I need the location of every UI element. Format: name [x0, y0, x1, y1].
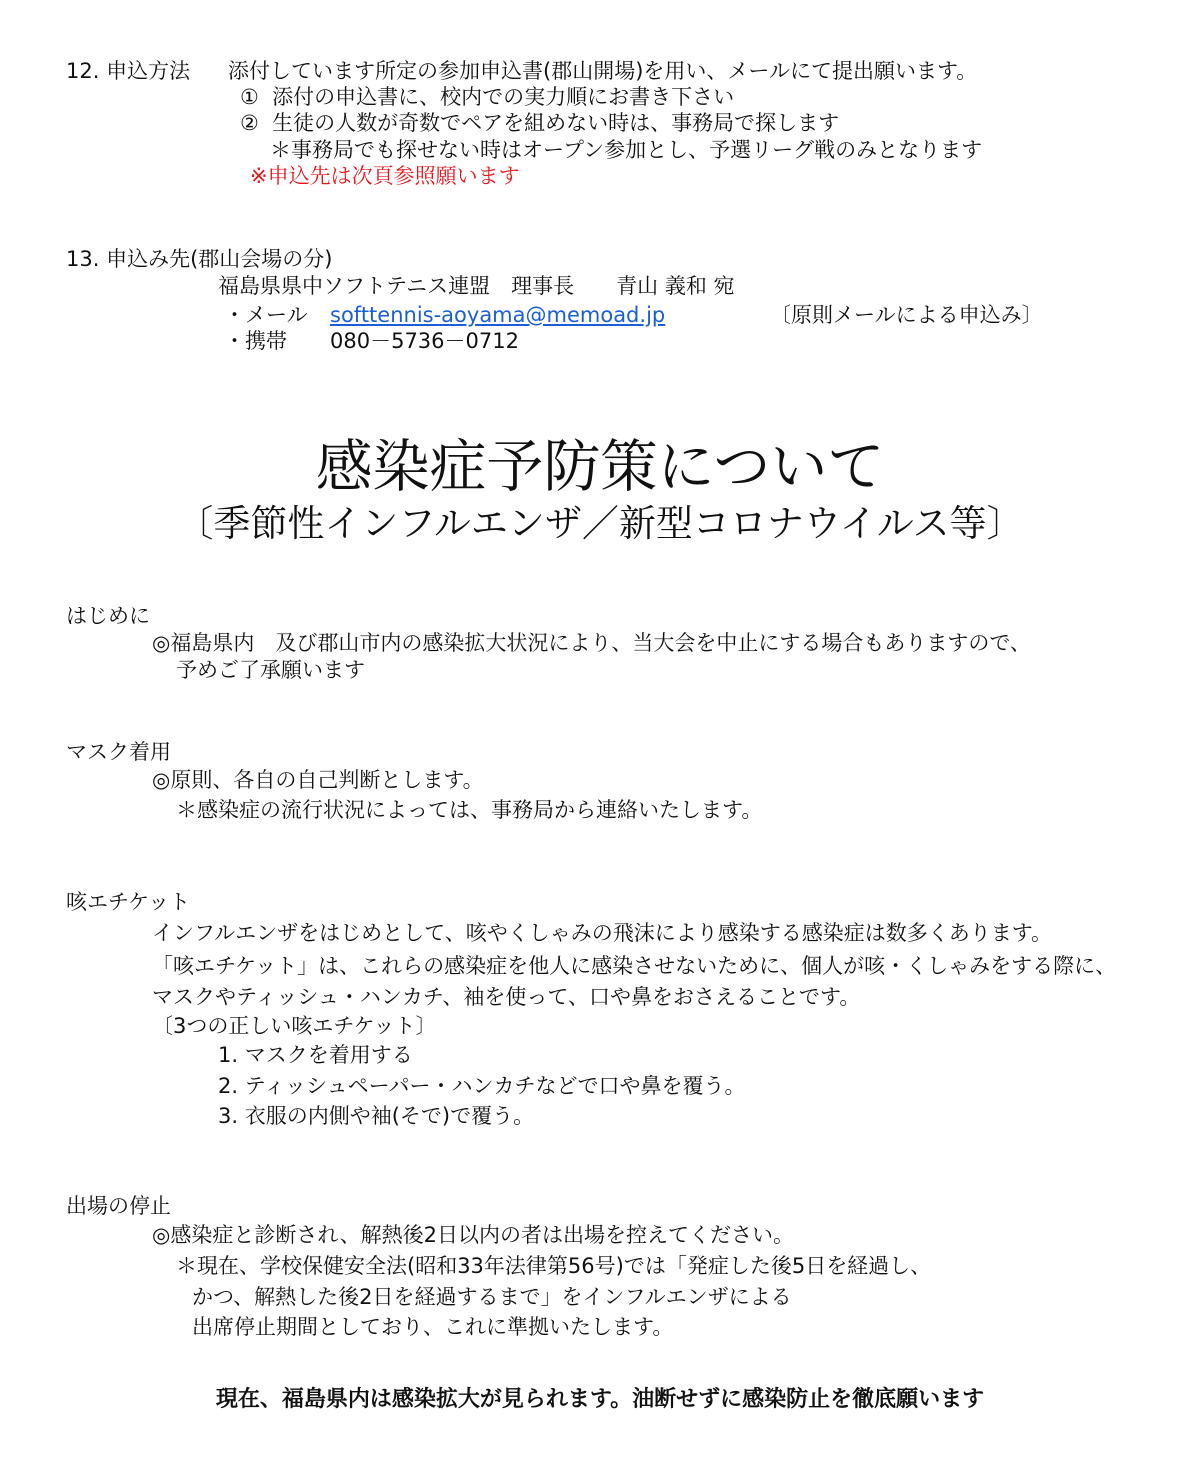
intro-line-2: 予めご了承願います	[176, 658, 365, 682]
mask-heading: マスク着用	[66, 740, 171, 764]
suspension-heading: 出場の停止	[66, 1194, 171, 1218]
mail-note: 〔原則メールによる申込み〕	[770, 303, 1043, 327]
mask-line-2: ＊感染症の流行状況によっては、事務局から連絡いたします。	[176, 798, 763, 822]
etiquette-item-2: 2. ティッシュペーパー・ハンカチなどで口や鼻を覆う。	[218, 1074, 746, 1098]
section-12-item-1: ① 添付の申込書に、校内での実力順にお書き下さい	[240, 85, 735, 109]
suspension-line-3: かつ、解熱した後2日を経過するまで」をインフルエンザによる	[192, 1285, 792, 1309]
suspension-line-4: 出席停止期間としており、これに準拠いたします。	[192, 1315, 674, 1339]
etiquette-item-3: 3. 衣服の内側や袖(そで)で覆う。	[218, 1104, 535, 1128]
mail-link[interactable]: softtennis-aoyama@memoad.jp	[330, 303, 666, 327]
phone-label: ・携帯	[224, 329, 287, 353]
suspension-line-2: ＊現在、学校保健安全法(昭和33年法律第56号)では「発症した後5日を経過し、	[176, 1254, 932, 1278]
etiquette-sub-heading: 〔3つの正しい咳エチケット〕	[152, 1014, 437, 1038]
phone-value: 080－5736－0712	[330, 329, 519, 353]
etiquette-heading: 咳エチケット	[66, 890, 191, 914]
section-13-org: 福島県県中ソフトテニス連盟 理事長 青山 義和 宛	[218, 274, 735, 298]
section-12-text: 添付しています所定の参加申込書(郡山開場)を用い、メールにて提出願います。	[228, 59, 978, 83]
suspension-line-1: ◎感染症と診断され、解熱後2日以内の者は出場を控えてください。	[152, 1223, 794, 1247]
page-subtitle: 〔季節性インフルエンザ／新型コロナウイルス等〕	[176, 502, 1024, 545]
section-12-note: ＊事務局でも探せない時はオープン参加とし、予選リーグ戦のみとなります	[270, 138, 983, 162]
etiquette-line-1: インフルエンザをはじめとして、咳やくしゃみの飛沫により感染する感染症は数多くあります。	[152, 921, 1053, 945]
intro-heading: はじめに	[66, 604, 150, 628]
intro-line-1: ◎福島県内 及び郡山市内の感染拡大状況により、当大会を中止にする場合もありますので、	[152, 631, 1031, 655]
section-12-item-2: ② 生徒の人数が奇数でペアを組めない時は、事務局で探します	[240, 111, 840, 135]
closing-statement: 現在、福島県内は感染拡大が見られます。油断せずに感染防止を徹底願います	[215, 1387, 985, 1412]
mask-line-1: ◎原則、各自の自己判断とします。	[152, 768, 484, 792]
section-12-label: 12. 申込方法	[66, 59, 191, 83]
mail-label: ・メール	[224, 303, 308, 327]
section-12-red-note: ※申込先は次頁参照願います	[250, 164, 520, 188]
page-title: 感染症予防策について	[315, 434, 885, 500]
section-13-label: 13. 申込み先(郡山会場の分)	[66, 247, 333, 271]
etiquette-line-2: 「咳エチケット」は、これらの感染症を他人に感染させないために、個人が咳・くしゃみをする際に、	[152, 954, 1117, 978]
etiquette-item-1: 1. マスクを着用する	[218, 1043, 413, 1067]
etiquette-line-3: マスクやティッシュ・ハンカチ、袖を使って、口や鼻をおさえることです。	[152, 985, 861, 1009]
